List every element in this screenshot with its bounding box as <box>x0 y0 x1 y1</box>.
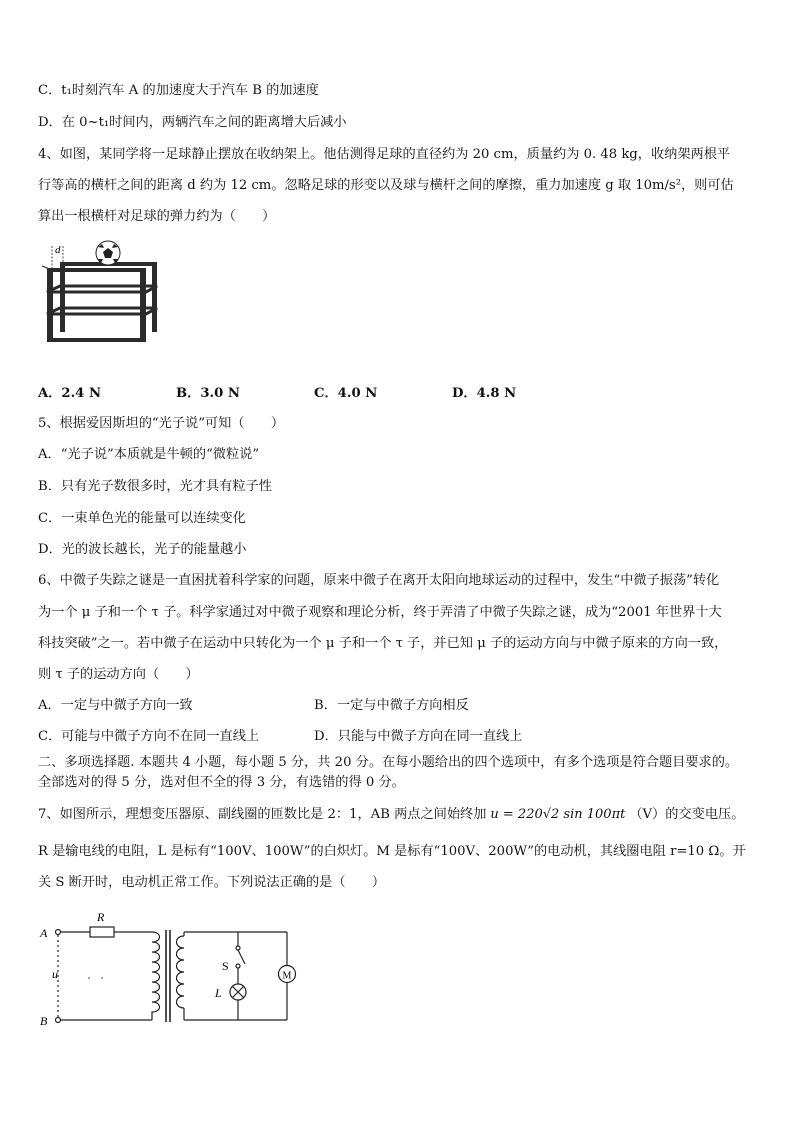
q7-circuit-diagram <box>34 908 304 1030</box>
circuit-label-s: S <box>222 959 229 973</box>
q7-stem-line1-end: （V）的交变电压。 <box>629 807 745 822</box>
circuit-label-u: u <box>52 967 58 981</box>
circuit-label-r: R <box>97 910 105 924</box>
q7-stem-line2: R 是输电线的电阻，L 是标有“100V、100W”的白炽灯。M 是标有“100V、200W”的电动机，其线圈电阻 r=10 Ω。开 <box>38 844 746 859</box>
q7-stem-line1 <box>38 806 744 824</box>
q5-option-d: D．光的波长越长，光子的能量越小 <box>38 542 247 557</box>
primary-coil <box>152 932 160 1020</box>
q4-option-c: C．4.0 N <box>314 386 378 401</box>
q7-stem-line3: 关 S 断开时，电动机正常工作。下列说法正确的是（ ） <box>38 875 386 890</box>
q4-option-a: A．2.4 N <box>38 386 102 401</box>
q7-stem-line1-start: 7、如图所示，理想变压器原、副线圈的匝数比是 2：1，AB 两点之间始终加 <box>38 807 487 822</box>
q4-stem-line2: 行等高的横杆之间的距离 d 约为 12 cm。忽略足球的形变以及球与横杆之间的摩擦，重力加速度 g 取 10m/s²，则可估 <box>38 178 734 193</box>
q7-formula: u = 220√2 sin 100πt <box>490 807 626 822</box>
circuit-label-l: L <box>215 986 222 1000</box>
circuit-label-b: B <box>40 1014 48 1028</box>
q5-stem: 5、根据爱因斯坦的“光子说”可知（ ） <box>38 416 285 431</box>
resistor-r <box>90 927 114 937</box>
q4-option-b: B．3.0 N <box>176 386 240 401</box>
q4-shelf-figure <box>36 240 166 352</box>
lamp-icon <box>230 984 246 1000</box>
q6-option-b: B．一定与中微子方向相反 <box>314 698 469 713</box>
q3-option-c: C．t₁时刻汽车 A 的加速度大于汽车 B 的加速度 <box>38 83 319 98</box>
q6-stem-line4: 则 τ 子的运动方向（ ） <box>38 667 199 682</box>
q5-option-b: B．只有光子数很多时，光才具有粒子性 <box>38 479 272 494</box>
q6-stem-line2: 为一个 μ 子和一个 τ 子。科学家通过对中微子观察和理论分析，终于弄清了中微子失踪之谜，成为“2001 年世界十大 <box>38 605 722 620</box>
q5-option-a: A．“光子说”本质就是牛顿的“微粒说” <box>38 447 260 462</box>
switch-s <box>238 950 245 964</box>
q6-stem-line3: 科技突破”之一。若中微子在运动中只转化为一个 μ 子和一个 τ 子，并已知 μ 子的运动方向与中微子原来的方向一致， <box>38 636 728 651</box>
q4-stem-line1: 4、如图，某同学将一足球静止摆放在收纳架上。他估测得足球的直径约为 20 cm，质量约为 0. 48 kg，收纳架两根平 <box>38 147 731 162</box>
q3-option-d: D．在 0~t₁时间内，两辆汽车之间的距离增大后减小 <box>38 115 347 130</box>
q6-option-d: D．只能与中微子方向在同一直线上 <box>314 729 523 744</box>
section2-heading-line2: 全部选对的得 5 分，选对但不全的得 3 分，有选错的得 0 分。 <box>38 775 405 790</box>
q6-option-a: A．一定与中微子方向一致 <box>38 698 193 713</box>
q4-figure-d-label: d <box>55 244 61 256</box>
secondary-coil <box>177 936 185 1008</box>
q4-stem-line3: 算出一根横杆对足球的弹力约为（ ） <box>38 209 276 224</box>
section2-heading-line1: 二、多项选择题. 本题共 4 小题，每小题 5 分，共 20 分。在每小题给出的四个选项中，有多个选项是符合题目要求的。 <box>38 755 739 770</box>
q6-stem-line1: 6、中微子失踪之谜是一直困扰着科学家的问题，原来中微子在离开太阳向地球运动的过程中，发生“中微子振荡”转化 <box>38 573 720 588</box>
circuit-label-m: M <box>282 970 292 982</box>
q4-option-d: D．4.8 N <box>452 386 517 401</box>
circuit-label-a: A <box>40 926 48 940</box>
soccer-ball-icon <box>96 241 120 265</box>
q6-option-c: C．可能与中微子方向不在同一直线上 <box>38 729 260 744</box>
q5-option-c: C．一束单色光的能量可以连续变化 <box>38 511 246 526</box>
